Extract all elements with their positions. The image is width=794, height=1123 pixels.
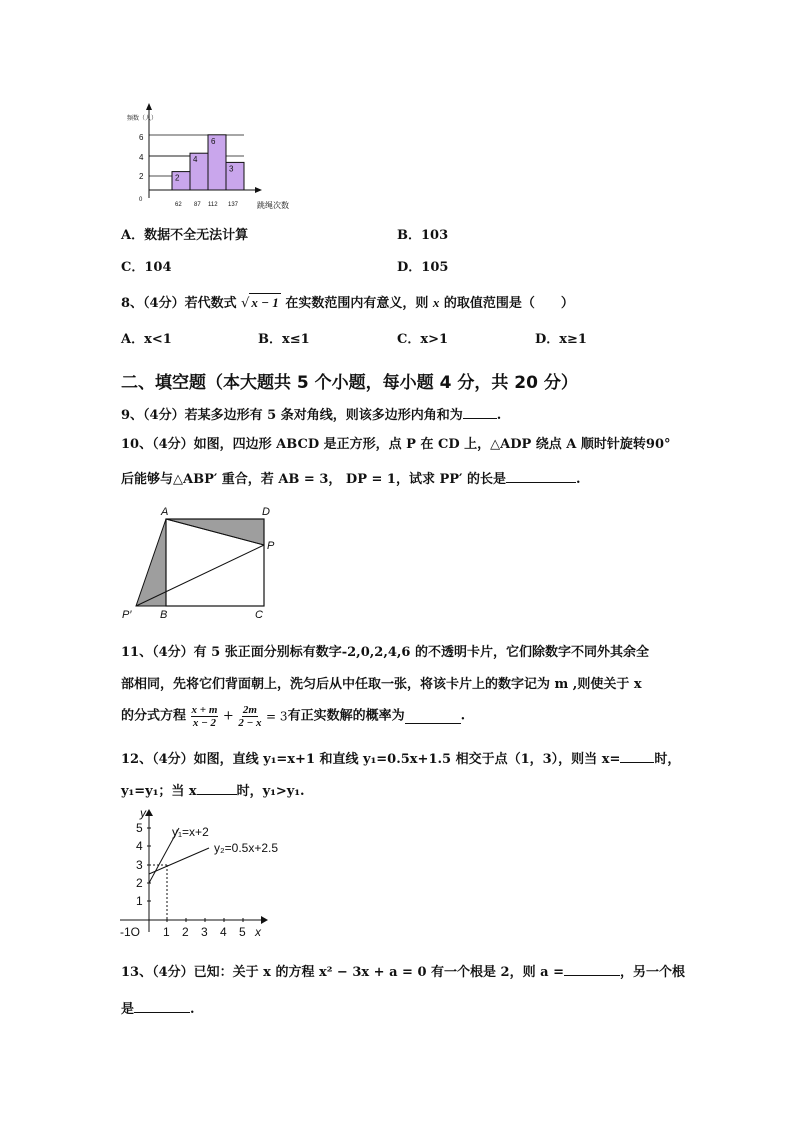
q12-blank-1[interactable]: [620, 748, 654, 763]
q9-blank[interactable]: [463, 404, 497, 419]
question-11-line-1: 11、（4分）有 5 张正面分别标有数字-2,0,2,4,6 的不透明卡片，它们除数字不同外其余全: [121, 645, 649, 660]
q11-fraction-1: [191, 704, 219, 729]
q12-line-2-pre: y₁=y₁；当 x: [121, 784, 197, 799]
question-11-line-2: 部相同，先将它们背面朝上，洗匀后从中任取一张，将该卡片上的数字记为 m ,则使关于 x: [121, 677, 642, 692]
y-tick-1: 1: [136, 894, 143, 908]
fraction-1-numerator: x + m: [191, 704, 218, 716]
sqrt-sign: √: [241, 296, 250, 311]
histogram-bar-label: 4: [193, 155, 198, 165]
x-tick-2: 2: [182, 925, 189, 939]
question-10-line-1: 10、（4分）如图，四边形 ABCD 是正方形，点 P 在 CD 上，△ADP 绕点 A 顺时针旋转90°: [121, 437, 671, 452]
histogram-bar-label: 6: [211, 136, 216, 146]
x-tick-3: 3: [201, 925, 208, 939]
q8-middle: 在实数范围内有意义，则: [285, 296, 429, 311]
q10-end: .: [576, 472, 581, 487]
q12-blank-2[interactable]: [197, 780, 237, 795]
x-axis-label: x: [255, 925, 261, 939]
x-tick-5: 5: [239, 925, 246, 939]
x-tick-4: 4: [220, 925, 227, 939]
x-tick-137: 137: [228, 202, 239, 208]
q11-end: .: [460, 708, 466, 724]
q13-blank-2[interactable]: [134, 998, 190, 1013]
q8-radicand: x − 1: [251, 295, 279, 310]
q8-option-a: A．x<1: [121, 332, 172, 347]
y-axis-label: 频数（人）: [127, 116, 158, 122]
y-tick-3: 3: [136, 858, 143, 872]
q8-prefix: 8、（4分）若代数式: [121, 296, 237, 311]
q11-plus: +: [222, 708, 234, 724]
x-tick-62: 62: [175, 202, 182, 208]
label-p-prime: P′: [122, 609, 132, 621]
x-tick-112: 112: [208, 202, 218, 208]
fraction-2-denominator: 2 − x: [238, 717, 262, 729]
x-tick-1: 1: [163, 925, 170, 939]
q11-fraction-2: [238, 704, 261, 729]
label-b: B: [160, 609, 168, 621]
line-2-label: y₂=0.5x+2.5: [214, 841, 279, 855]
label-p: P: [267, 540, 275, 552]
q9-end: .: [496, 408, 502, 423]
q11-line-3-pre: 的分式方程: [121, 708, 187, 724]
q10-blank[interactable]: [506, 468, 576, 483]
label-d: D: [262, 506, 270, 518]
q9-text: 9、（4分）若某多边形有 5 条对角线，则该多边形内角和为: [121, 408, 463, 423]
origin-label: -1O: [120, 925, 141, 939]
q13-line-2-pre: 是: [121, 1002, 135, 1017]
q11-blank[interactable]: [405, 709, 461, 724]
q7-option-a: A．数据不全无法计算: [121, 228, 249, 243]
q11-equals: = 3: [266, 709, 288, 724]
q8-option-b: B．x≤1: [258, 332, 310, 347]
q13-line-1-pre: 13、（4分）已知：关于 x 的方程 x² − 3x + a = 0 有一个根是 2，则 a =: [121, 965, 564, 980]
q8-option-d: D．x≥1: [535, 332, 587, 347]
question-12-line-1: [121, 748, 680, 769]
q8-suffix: 的取值范围是（ ）: [443, 296, 574, 311]
question-13-line-2: [121, 998, 195, 1019]
y-axis-label: y: [140, 808, 146, 820]
y-tick-5: 5: [136, 821, 143, 835]
q8-option-c: C．x>1: [397, 332, 449, 347]
question-13-line-1: [121, 961, 685, 982]
square-rotation-figure: [118, 500, 288, 625]
y-tick-2: 2: [136, 876, 143, 890]
y-tick-0: 0: [139, 197, 143, 203]
label-a: A: [161, 506, 169, 518]
question-11-line-3: [121, 704, 465, 729]
y-tick-2: 2: [139, 172, 144, 181]
section-2-title: 二、填空题（本大题共 5 个小题，每小题 4 分，共 20 分）: [121, 373, 578, 393]
q7-option-c: C．104: [121, 260, 172, 275]
y-tick-6: 6: [139, 133, 144, 142]
histogram-bar-label: 3: [229, 164, 234, 174]
q13-line-1-post: ，另一个根: [619, 965, 685, 980]
x-axis-label: 跳绳次数: [257, 201, 289, 210]
q7-option-b: B．103: [397, 228, 449, 243]
histogram-chart: [122, 100, 302, 215]
q12-line-1-pre: 12、（4分）如图，直线 y₁=x+1 和直线 y₁=0.5x+1.5 相交于点（1，3），则当 x=: [121, 752, 621, 767]
fraction-2-numerator: 2m: [242, 704, 257, 716]
q12-line-2-post: 时，y₁>y₁.: [236, 784, 305, 799]
line-1-label: y₁=x+2: [172, 825, 209, 839]
y-tick-4: 4: [136, 839, 143, 853]
linear-functions-graph: [116, 808, 296, 943]
fraction-1-denominator: x − 2: [192, 717, 217, 729]
question-8: [121, 293, 574, 313]
q13-end: .: [190, 1002, 195, 1017]
label-c: C: [255, 609, 263, 621]
histogram-bar-label: 2: [175, 173, 180, 183]
q7-option-d: D．105: [397, 260, 449, 275]
y-tick-4: 4: [139, 153, 144, 162]
q12-line-1-post: 时，: [654, 752, 681, 767]
question-10-line-2: [121, 468, 581, 489]
q10-line-2-text: 后能够与△ABP′ 重合，若 AB = 3， DP = 1，试求 PP′ 的长是: [121, 472, 506, 487]
question-12-line-2: [121, 780, 305, 801]
x-tick-87: 87: [194, 202, 201, 208]
q11-line-3-post: 有正实数解的概率为: [287, 708, 405, 724]
q8-var: x: [432, 295, 440, 310]
question-9: [121, 404, 501, 425]
q13-blank-1[interactable]: [564, 961, 620, 976]
